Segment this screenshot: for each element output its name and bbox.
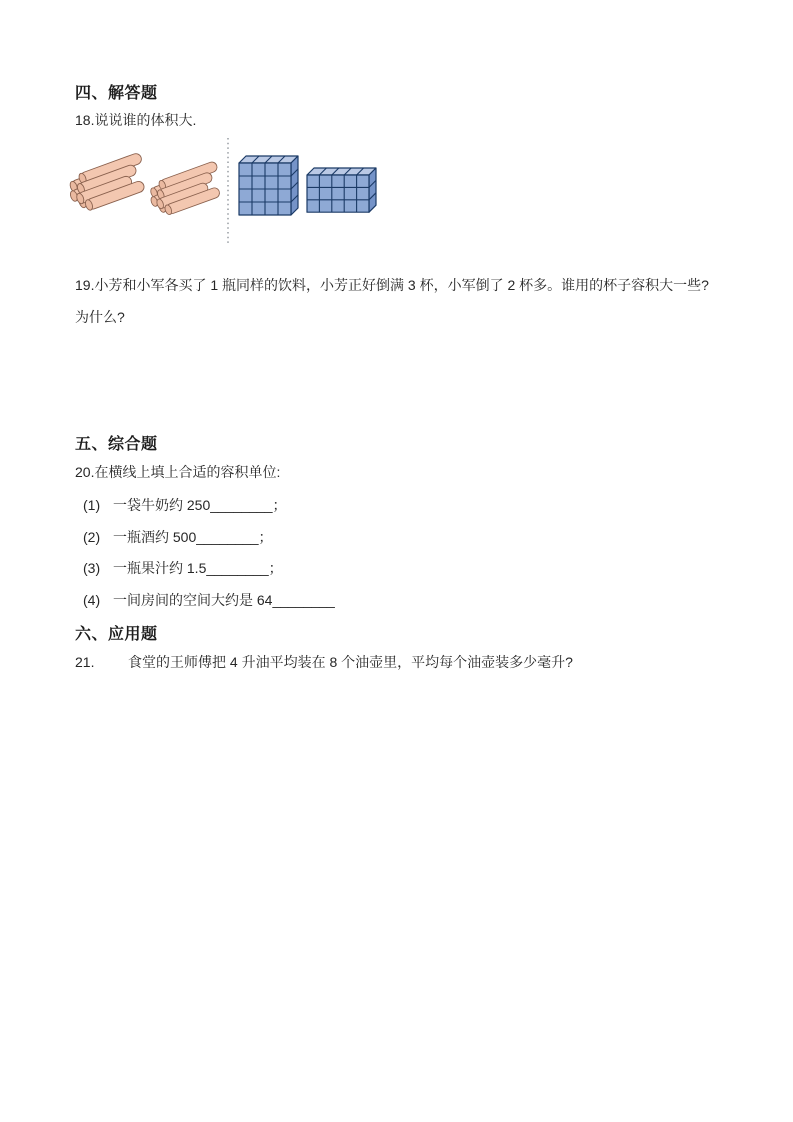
q20-item-3-label: (3) — [83, 560, 101, 576]
q20-item-1-text: 一袋牛奶约 250________； — [113, 497, 287, 513]
q18-prompt: 18.说说谁的体积大. — [75, 112, 197, 128]
q19-line1: 19.小芳和小军各买了 1 瓶同样的饮料，小芳正好倒满 3 杯，小军倒了 2 杯多。谁用的杯子容积大一些? — [75, 277, 709, 293]
q20-item-4 — [83, 592, 335, 609]
q21-text: 食堂的王师傅把 4 升油平均装在 8 个油壶里，平均每个油壶装多少毫升? — [128, 654, 573, 670]
cube-top — [307, 168, 376, 175]
q20-item-2 — [83, 529, 273, 546]
q20-item-3-text: 一瓶果汁约 1.5________； — [113, 560, 283, 576]
log-bundle-right — [145, 161, 227, 219]
q20-item-1 — [83, 497, 287, 514]
q20-item-4-text: 一间房间的空间大约是 64________ — [113, 592, 335, 608]
section-heading-6: 六、应用题 — [75, 626, 158, 643]
cube-side — [369, 168, 376, 212]
q19-line2: 为什么? — [75, 309, 125, 325]
q18-figure — [63, 136, 395, 250]
cube-blocks — [239, 156, 376, 215]
q21-number: 21. — [75, 654, 95, 670]
section-heading-4: 四、解答题 — [75, 85, 158, 102]
cube-front — [307, 175, 369, 212]
q21 — [75, 654, 573, 671]
q20-item-2-text: 一瓶酒约 500________； — [113, 529, 273, 545]
q20-item-3 — [83, 560, 283, 577]
q20-item-2-label: (2) — [83, 529, 101, 545]
q20-item-4-label: (4) — [83, 592, 101, 608]
q20-stem: 20.在横线上填上合适的容积单位: — [75, 464, 281, 480]
log-bundle-left — [64, 152, 152, 215]
section-heading-5: 五、综合题 — [75, 436, 158, 453]
q20-item-1-label: (1) — [83, 497, 101, 513]
